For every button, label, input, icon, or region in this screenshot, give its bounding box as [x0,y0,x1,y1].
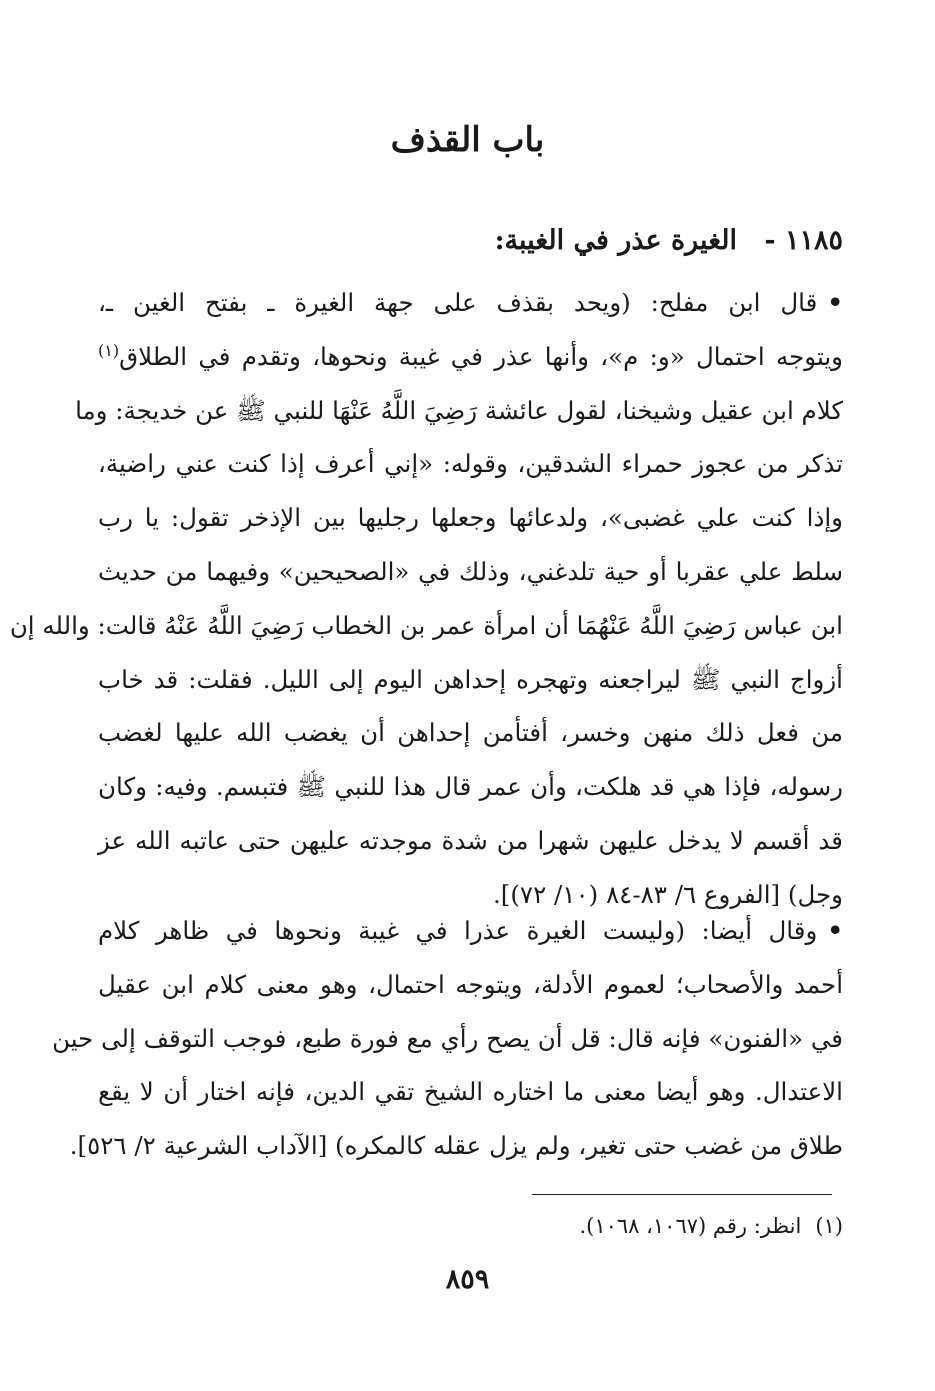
paragraph-line: •وقال أيضا: (وليست الغيرة عذرا في غيبة ونحوها في ظاهر كلام [98,916,843,945]
paragraph-also-said [52,904,843,1173]
footnote [98,1206,843,1246]
paragraph-line: ويتوجه احتمال «و: م»، وأنها عذر في غيبة ونحوها، وتقدم في الطلاق$^{(١)}$ [98,340,843,371]
paragraph-line: كلام ابن عقيل وشيخنا، لقول عائشة رَضِيَ اللَّهُ عَنْهَا للنبي ﷺ عن خديجة: وما [75,395,843,425]
footnote-number: (١) [815,1214,843,1238]
bullet-icon: • [827,288,843,317]
chapter-title: باب القذف [390,120,545,160]
paragraph-line: سلط علي عقربا أو حية تلدغني، وذلك في «الصحيحين» وفيهما من حديث [98,556,843,586]
paragraph-line: في «الفنون» فإنه قال: قل أن يصح رأي مع فورة طبع، فوجب التوقف إلى حين [52,1023,843,1053]
paragraph-line: تذكر من عجوز حمراء الشدقين، وقوله: «إني أعرف إذا كنت عني راضية، [98,449,843,479]
paragraph-line: أزواج النبي ﷺ ليراجعنه وتهجره إحداهن اليوم إلى الليل. فقلت: قد خاب [98,664,843,694]
paragraph-line: من فعل ذلك منهن وخسر، أفتأمن إحداهن أن يغضب الله عليها لغضب [98,718,843,748]
section-number: ١١٨٥ - [764,225,843,256]
footnote-marker: (١) [98,340,120,360]
footnote-divider [532,1194,832,1195]
paragraph-line: الاعتدال. وهو أيضا معنى ما اختاره الشيخ تقي الدين، فإنه اختار أن لا يقع [98,1077,843,1107]
paragraph-line: وإذا كنت علي غضبى»، ولدعائها وجعلها رجليها بين الإذخر تقول: يا رب [98,503,843,533]
section-heading [103,218,843,264]
bullet-icon: • [827,916,843,945]
section-title: الغيرة عذر في الغيبة: [494,225,737,256]
paragraph-line: ابن عباس رَضِيَ اللَّهُ عَنْهُمَا أن امرأة عمر بن الخطاب رَضِيَ اللَّهُ عَنْهُ قالت: والله إن [9,610,843,640]
footnote-text: انظر: رقم (١٠٦٧، ١٠٦٨). [579,1214,802,1238]
paragraph-line: قد أقسم لا يدخل عليهن شهرا من شدة موجدته عليهن حتى عاتبه الله عز [98,825,843,855]
paragraph-line: رسوله، فإذا هي قد هلكت، وأن عمر قال هذا للنبي ﷺ فتبسم. وفيه: وكان [98,772,843,802]
paragraph-line: أحمد والأصحاب؛ لعموم الأدلة، ويتوجه احتمال، وهو معنى كلام ابن عقيل [98,969,843,999]
paragraph-line: وجل) [الفروع ٦/ ٨٣-٨٤ (١٠/ ٧٢)]. [493,879,843,909]
paragraph-ibn-muflih [9,276,843,922]
page-number: ٨٥٩ [445,1264,490,1295]
paragraph-line: •قال ابن مفلح: (ويحد بقذف على جهة الغيرة ـ بفتح الغين ـ، [98,288,843,317]
paragraph-line: طلاق من غضب حتى تغير، ولم يزل عقله كالمكره) [الآداب الشرعية ٢/ ٥٢٦]. [69,1131,843,1161]
